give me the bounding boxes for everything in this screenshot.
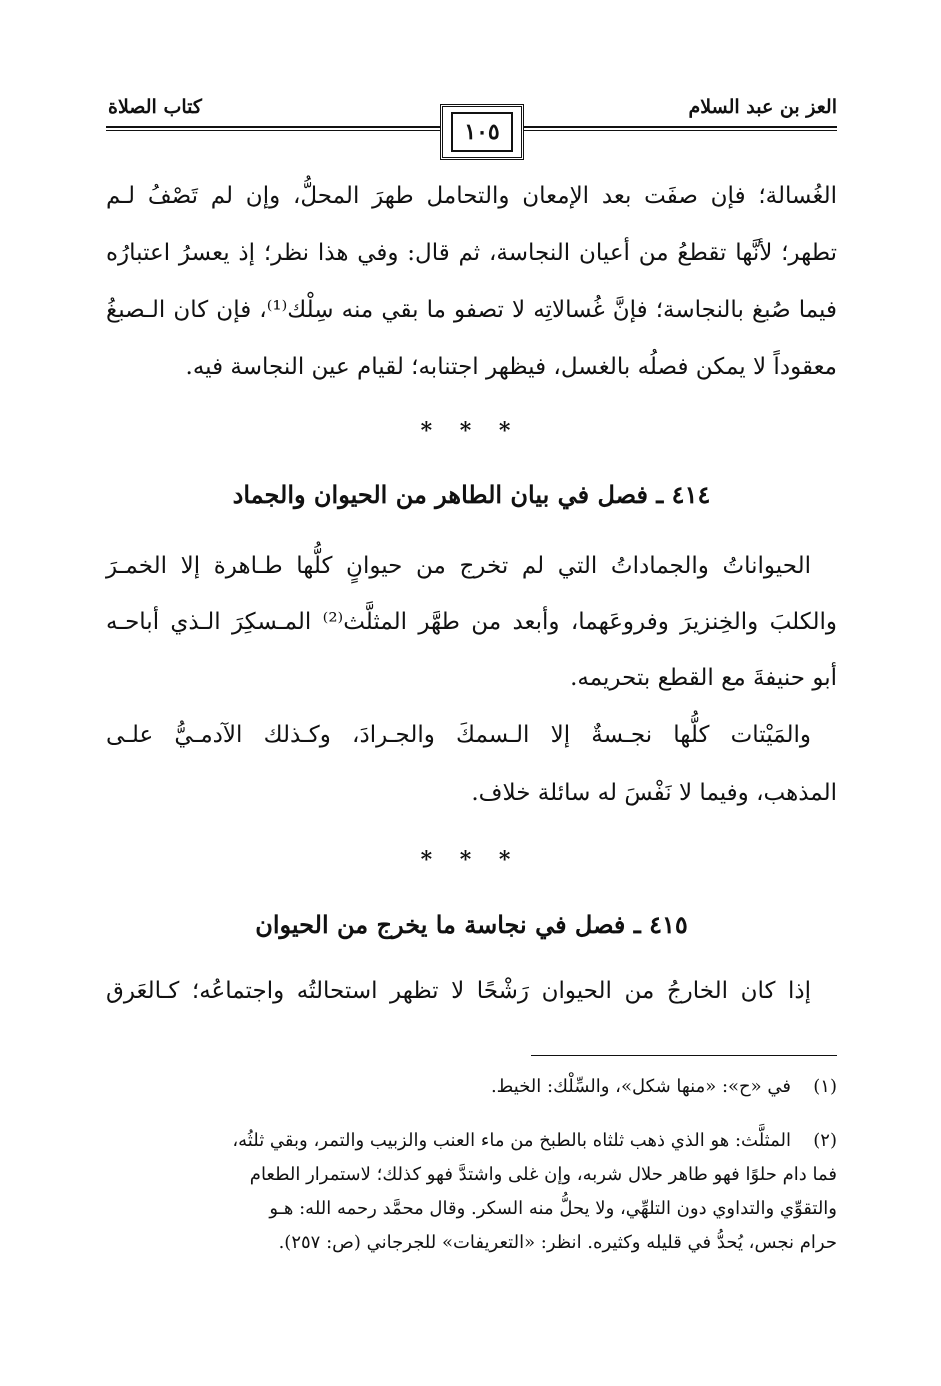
footnote-number: (٢) [813, 1130, 837, 1151]
paragraph-line: أبو حنيفةَ مع القطع بتحريمه. [570, 665, 837, 691]
paragraph-line: الغُسالة؛ فإن صفَت بعد الإمعان والتحامل طهرَ المحلُّ، وإن لم تَصْفُ لـم [106, 183, 837, 209]
footnote-2-line: والتقوِّي والتداوي دون التلهِّي، ولا يحلُّ منه السكر. وقال محمَّد رحمه الله: هـو [269, 1198, 837, 1219]
footnote-text: المثلَّث: هو الذي ذهب ثلثاه بالطبخ من ماء العنب والزبيب والتمر، وبقي ثلثُه، [232, 1130, 791, 1151]
footnote-1 [106, 1076, 837, 1097]
paragraph-line: فيما صُبغ بالنجاسة؛ فإنَّ غُسالاتِه لا تصفو ما بقي منه سِلْك⁽¹⁾، فإن كان الـصبغُ [106, 297, 837, 323]
section-heading: ٤١٤ ـ فصل في بيان الطاهر من الحيوان والجماد [232, 480, 711, 509]
paragraph-line: والكلبَ والخِنزيرَ وفروعَهما، وأبعد من طهَّر المثلَّث⁽²⁾ المـسكِرَ الـذي أباحـه [106, 609, 837, 635]
paragraph-line: إذا كان الخارجُ من الحيوان رَشْحًا لا تظهر استحالتُه واجتماعُه؛ كـالعَرق [106, 978, 811, 1004]
page-number-frame [440, 104, 524, 160]
running-header-author: العز بن عبد السلام [688, 96, 837, 118]
footnote-rule [531, 1055, 837, 1056]
paragraph-line: تطهر؛ لأنَّها تقطعُ من أعيان النجاسة، ثم قال: وفي هذا نظر؛ إذ يعسرُ اعتبارُه [106, 240, 837, 266]
page-number: ١٠٥ [451, 112, 513, 152]
footnote-2 [106, 1130, 837, 1151]
section-separator: * * * [420, 847, 521, 873]
paragraph-line: الحيواناتُ والجماداتُ التي لم تخرج من حيوانٍ كلُّها طـاهرة إلا الخمـرَ [106, 553, 811, 579]
footnote-number: (١) [813, 1076, 837, 1097]
running-header-section: كتاب الصلاة [108, 96, 202, 118]
section-separator: * * * [420, 418, 521, 444]
footnote-2-line: فما دام حلوًا فهو طاهر حلال شربه، وإن غلى واشتدَّ فهو كذلك؛ لاستمرار الطعام [249, 1164, 837, 1185]
section-heading: ٤١٥ ـ فصل في نجاسة ما يخرج من الحيوان [255, 910, 688, 939]
footnote-2-line: حرام نجس، يُحدُّ في قليله وكثيره. انظر: «التعريفات» للجرجاني (ص: ٢٥٧). [278, 1232, 837, 1253]
footnote-text: في «ح»: «منها شكل»، والسِّلْك: الخيط. [490, 1076, 791, 1097]
paragraph-line: معقوداً لا يمكن فصلُه بالغسل، فيظهر اجتنابه؛ لقيام عين النجاسة فيه. [185, 354, 837, 380]
paragraph-line: المذهب، وفيما لا نَفْسَ له سائلة خلاف. [471, 780, 837, 806]
paragraph-line: والمَيْتات كلُّها نجـسةٌ إلا الـسمكَ والجـرادَ، وكـذلك الآدمـيُّ علـى [106, 722, 811, 748]
